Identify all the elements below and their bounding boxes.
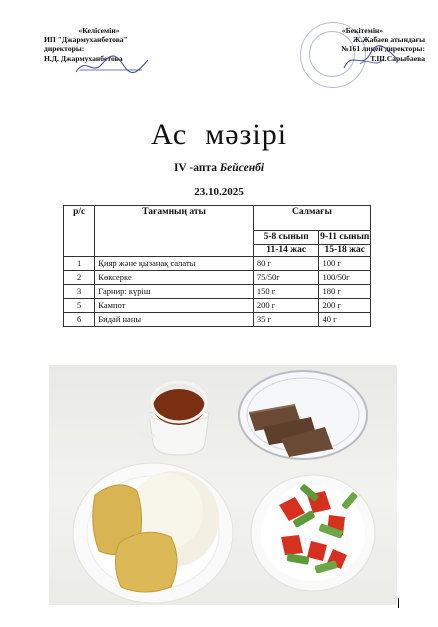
group2-cell (319, 231, 371, 257)
table-row (64, 271, 371, 285)
table-row (64, 313, 371, 327)
row-weight-a: 150 г (253, 285, 319, 299)
row-weight-a: 35 г (253, 313, 319, 327)
approval-left-line1: ИП "Джармуханбетова" (44, 35, 128, 45)
group1-age: 11-14 жас (266, 244, 307, 255)
approval-left-line3: Н.Д. Джармуханбетова (44, 53, 123, 63)
row-dish: Қияр және қызанақ салаты (95, 257, 254, 271)
row-dish: Кампот (95, 299, 254, 313)
row-weight-b: 200 г (319, 299, 371, 313)
approval-right-line3: Т.Ш.Сарыбаева (370, 53, 425, 63)
table-header-row (64, 206, 371, 231)
week-day: Бейсенбі (219, 162, 265, 174)
row-num: 2 (64, 271, 95, 285)
meal-photo-illustration (49, 365, 397, 605)
row-num: 3 (64, 285, 95, 299)
row-weight-b: 100 г (319, 257, 371, 271)
signature-left (72, 52, 152, 78)
approval-right-line2: №161 лицей директоры: (341, 44, 425, 54)
week-label: IV -апта (173, 162, 217, 174)
row-weight-b: 180 г (319, 285, 371, 299)
row-num: 5 (64, 299, 95, 313)
table-row (64, 257, 371, 271)
group1-cell (253, 231, 319, 257)
page-title (0, 118, 438, 152)
bread-basket (239, 371, 367, 459)
row-dish: Гарнир: күріш (95, 285, 254, 299)
row-weight-b: 40 г (319, 313, 371, 327)
week-line (0, 162, 438, 174)
title-word-1: Ас (150, 118, 188, 151)
row-weight-a: 75/50г (253, 271, 319, 285)
menu-table (63, 205, 371, 327)
approval-left-heading: «Келісемін» (78, 26, 120, 35)
row-dish: Көксерке (95, 271, 254, 285)
fish-fillet-2 (115, 532, 177, 592)
row-dish: Бидай наны (95, 313, 254, 327)
row-weight-b: 100/50г (319, 271, 371, 285)
row-num: 6 (64, 313, 95, 327)
approval-right-line1: Ж.Жабаев атындағы (352, 35, 425, 45)
tea-surface (153, 389, 205, 425)
group2-grade: 9-11 сынып (319, 232, 370, 245)
table-row (64, 285, 371, 299)
group1-grade: 5-8 сынып (254, 232, 319, 245)
table-row (64, 299, 371, 313)
row-weight-a: 200 г (253, 299, 319, 313)
col-header-portion: Салмағы (253, 206, 370, 231)
main-plate (73, 463, 233, 603)
group2-age: 15-18 жас (324, 244, 365, 255)
text-cursor (398, 598, 399, 608)
row-num: 1 (64, 257, 95, 271)
signature-right (340, 44, 404, 74)
menu-date: 23.10.2025 (194, 186, 244, 198)
tea-cup (138, 382, 209, 455)
approval-left-line2: директоры: (44, 44, 85, 54)
title-word-2: мәзірі (205, 118, 288, 151)
col-header-dish: Тағамның аты (95, 206, 254, 257)
salad-bowl (251, 475, 375, 591)
approval-right-heading: «Бекітемін» (341, 26, 384, 35)
col-header-num: р/с (64, 206, 95, 257)
meal-photo (49, 365, 397, 605)
row-weight-a: 80 г (253, 257, 319, 271)
